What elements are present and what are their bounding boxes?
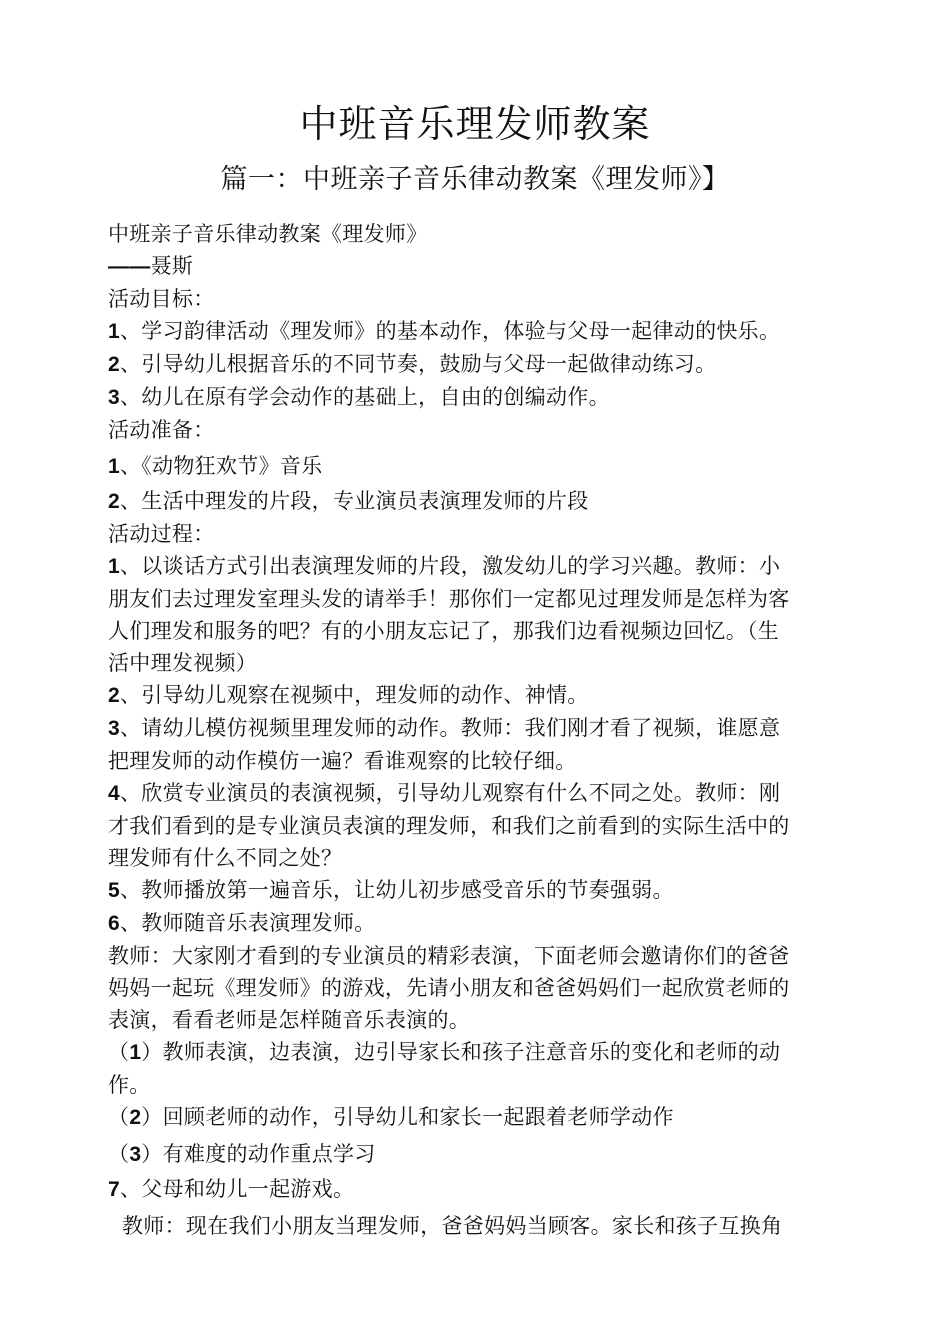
document-title: 中班音乐理发师教案: [299, 102, 651, 146]
line-text: 、教师播放第一遍音乐，让幼儿初步感受音乐的节奏强弱。: [119, 878, 674, 902]
text-line: [108, 283, 860, 315]
line-text: 把理发师的动作模仿一遍？看谁观察的比较仔细。: [108, 749, 577, 773]
text-line: [108, 615, 860, 647]
line-number: 1: [108, 320, 120, 343]
line-number: 1: [129, 1041, 142, 1064]
text-line: [108, 1069, 860, 1101]
text-line: [108, 874, 860, 907]
line-text: 、《动物狂欢节》音乐: [119, 454, 323, 478]
line-text: 、学习韵律活动《理发师》的基本动作，体验与父母一起律动的快乐。: [119, 319, 781, 343]
line-text: 、教师随音乐表演理发师。: [119, 911, 376, 935]
text-line: [108, 381, 860, 414]
text-line: [108, 745, 860, 777]
line-text: ）回顾老师的动作，引导幼儿和家长一起跟着老师学动作: [141, 1105, 674, 1129]
text-line: [108, 810, 860, 842]
text-line: [108, 1004, 860, 1036]
line-text: 妈妈一起玩《理发师》的游戏，先请小朋友和爸爸妈妈们一起欣赏老师的: [108, 976, 790, 1000]
line-number: 3: [108, 386, 120, 409]
line-prefix: （: [108, 1040, 130, 1064]
text-line: [108, 647, 860, 679]
line-number: 2: [129, 1106, 142, 1129]
line-number: 2: [108, 353, 120, 376]
text-line: [108, 972, 860, 1004]
text-line: [108, 218, 860, 250]
text-line: [108, 315, 860, 348]
line-text: 活动准备：: [108, 418, 215, 442]
line-text: 、以谈话方式引出表演理发师的片段，激发幼儿的学习兴趣。教师：小: [119, 554, 781, 578]
text-line: [108, 679, 860, 712]
line-number: 2: [108, 684, 120, 707]
line-text: 、幼儿在原有学会动作的基础上，自由的创编动作。: [119, 385, 610, 409]
line-number: 6: [108, 912, 120, 935]
line-text: 教师：现在我们小朋友当理发师，爸爸妈妈当顾客。家长和孩子互换角: [122, 1214, 783, 1238]
text-line: [108, 842, 860, 874]
line-prefix: （: [108, 1105, 130, 1129]
text-line: [108, 1138, 860, 1171]
line-text: 活中理发视频）: [108, 651, 258, 675]
text-line: [108, 583, 860, 615]
line-text: 作。: [108, 1073, 151, 1097]
line-text: 教师：大家刚才看到的专业演员的精彩表演，下面老师会邀请你们的爸爸: [108, 944, 790, 968]
line-text: 中班亲子音乐律动教案《理发师》: [108, 222, 428, 246]
text-line: [108, 348, 860, 381]
text-line: [108, 1036, 860, 1069]
line-number: 2: [108, 490, 120, 513]
line-text: 才我们看到的是专业演员表演的理发师，和我们之前看到的实际生活中的: [108, 814, 790, 838]
line-text: 、欣赏专业演员的表演视频，引导幼儿观察有什么不同之处。教师：刚: [119, 781, 781, 805]
text-line: [108, 518, 860, 550]
line-text: 活动目标：: [108, 287, 215, 311]
document-subtitle: 篇一：中班亲子音乐律动教案《理发师》】: [220, 164, 730, 195]
text-line: [108, 550, 860, 583]
line-number: ——: [108, 255, 151, 278]
line-text: ）有难度的动作重点学习: [141, 1142, 376, 1166]
line-text: 朋友们去过理发室理头发的请举手！那你们一定都见过理发师是怎样为客: [108, 587, 790, 611]
line-number: 1: [108, 555, 120, 578]
text-line: [108, 250, 860, 283]
line-text: 理发师有什么不同之处？: [108, 846, 343, 870]
text-line: [108, 1101, 860, 1134]
line-number: 3: [129, 1143, 142, 1166]
text-line: [108, 485, 860, 518]
line-text: 聂斯: [150, 254, 194, 278]
text-line: [108, 1173, 860, 1206]
text-line: [108, 777, 860, 810]
text-line: [108, 414, 860, 446]
line-number: 1: [108, 455, 120, 478]
text-line: [108, 907, 860, 940]
line-text: 活动过程：: [108, 522, 215, 546]
line-text: 、引导幼儿观察在视频中，理发师的动作、神情。: [119, 683, 589, 707]
text-line: [108, 712, 860, 745]
text-line: [108, 450, 860, 483]
line-text: 表演，看看老师是怎样随音乐表演的。: [108, 1008, 471, 1032]
line-number: 4: [108, 782, 120, 805]
line-number: 5: [108, 879, 120, 902]
text-line: [108, 940, 860, 972]
line-number: 3: [108, 717, 120, 740]
line-prefix: （: [108, 1142, 130, 1166]
line-text: ）教师表演，边表演，边引导家长和孩子注意音乐的变化和老师的动: [141, 1040, 781, 1064]
text-line: [108, 1210, 860, 1242]
line-text: 、引导幼儿根据音乐的不同节奏，鼓励与父母一起做律动练习。: [119, 352, 717, 376]
line-text: 、生活中理发的片段，专业演员表演理发师的片段: [119, 489, 589, 513]
line-number: 7: [108, 1178, 120, 1201]
line-text: 人们理发和服务的吧？有的小朋友忘记了，那我们边看视频边回忆。（生: [108, 619, 780, 643]
line-text: 、父母和幼儿一起游戏。: [119, 1177, 355, 1201]
line-text: 、请幼儿模仿视频里理发师的动作。教师：我们刚才看了视频，谁愿意: [119, 716, 781, 740]
document-body: [108, 218, 860, 1242]
